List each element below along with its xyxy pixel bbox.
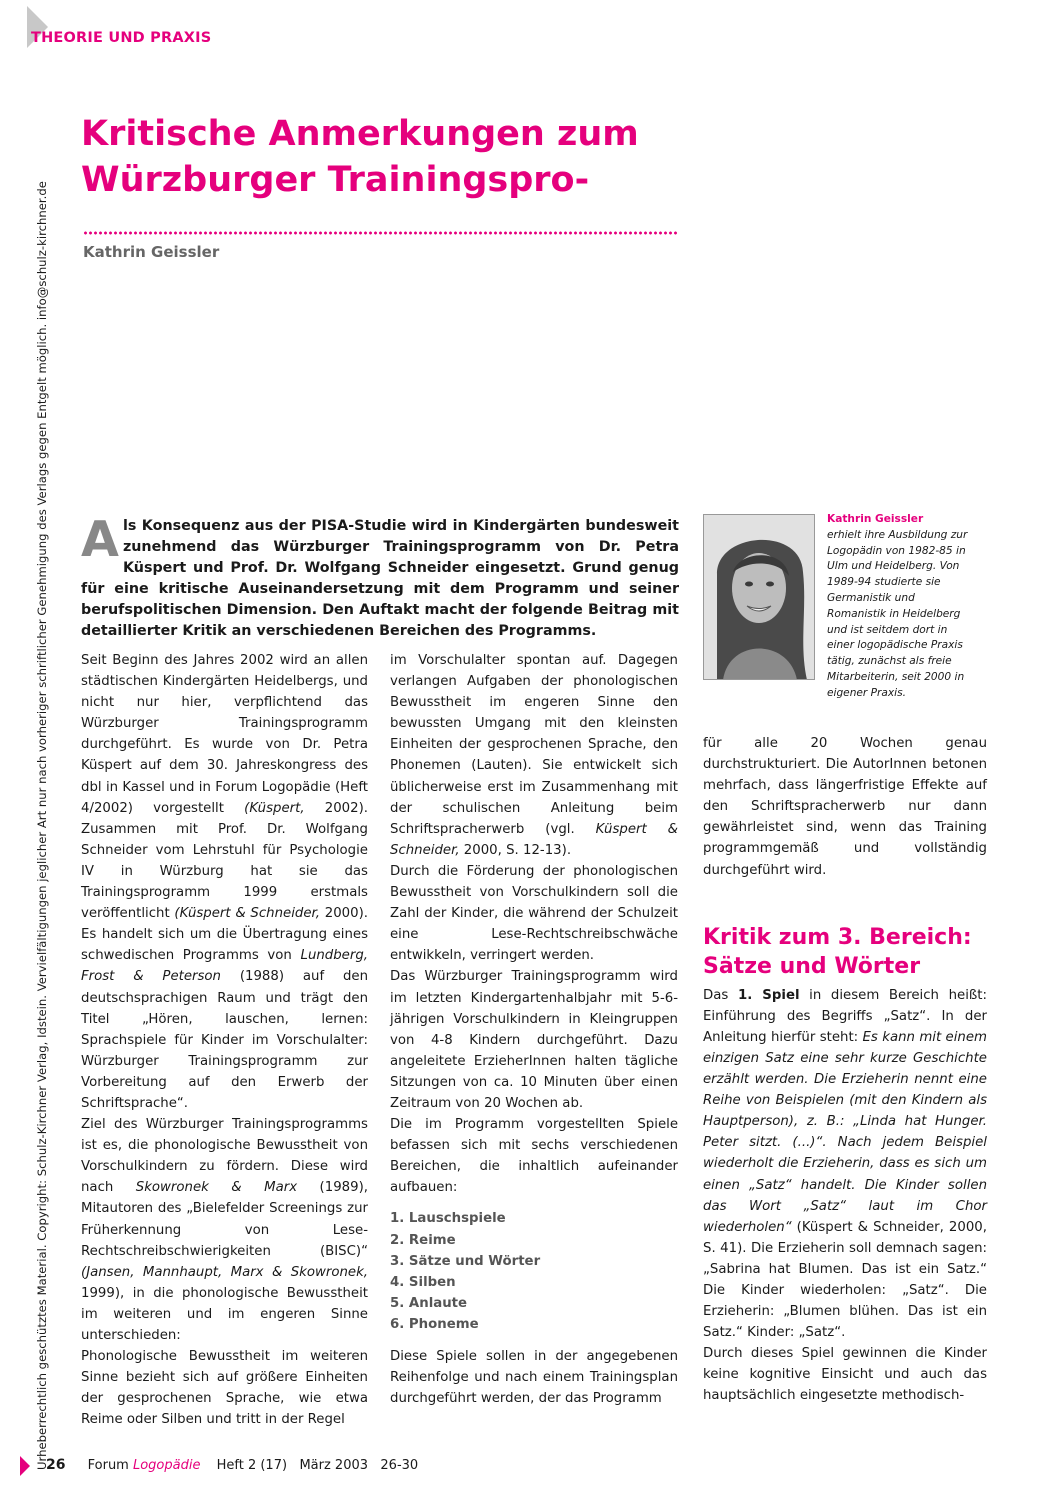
text-run: Ziel des Würzburger Trainingsprogramms ist es, die phonologische Bewusstheit von Vorschulkindern zu fördern. Diese wird nach xyxy=(81,1117,368,1196)
footer-marker xyxy=(20,1456,30,1476)
citation: Küspert & Schneider, xyxy=(390,821,678,858)
author-photo xyxy=(703,514,815,680)
text-run: Das xyxy=(703,987,738,1003)
text-run: im Vorschulalter spontan auf. Dagegen verlangen Aufgaben der phonologischen Bewusstheit im engeren Sinne den bewussten Umgang mit den kleinsten Einheiten der gesprochenen Sprache, den Phonemen (Lauten). Sie entwickelt sich üblicherweise erst im Zusammenhang mit der schulischen Anleitung beim Schriftspracherwerb (vgl. xyxy=(390,653,678,837)
title-line-1: Kritische Anmerkungen zum xyxy=(81,114,639,154)
citation: (Küspert & Schneider, xyxy=(174,906,321,922)
column-3 xyxy=(703,733,987,1407)
column-2 xyxy=(390,650,678,1409)
quotation: Es kann mit einem einzigen Satz eine sehr kurze Geschichte erzählt werden. Die Erzieherin nennt eine Reihe von Beispielen (mit den Kindern als Hauptperson), z. B.: „Linda hat Hunger. Peter sitzt. (...)“. Nach jedem Beispiel wiederholt die Erzieherin, dass es sich um einen „Satz“ handelt. Die Kinder sollen das Wort „Satz“ laut im Chor wiederholen“ xyxy=(703,1029,987,1235)
text-run: 2000, S. 12-13). xyxy=(459,842,572,858)
col2-paragraph-4: Die im Programm vorgestellten Spiele befassen sich mit sechs verschiedenen Bereichen, die inhaltlich aufeinander aufbauen: xyxy=(390,1117,678,1196)
col2-paragraph-2: Durch die Förderung der phonologischen Bewusstheit von Vorschulkindern soll die Zahl der Kinder, die während der Schulzeit eine Lese-Rechtschreibschwäche entwikkeln, verringert werden. xyxy=(390,863,678,964)
section-heading xyxy=(703,923,987,981)
dotted-divider xyxy=(83,231,679,235)
heading-line-1: Kritik zum 3. Bereich: xyxy=(703,924,972,950)
col2-paragraph-3: Das Würzburger Trainingsprogramm wird im letzten Kindergartenhalbjahr mit 5-6-jährigen Vorschulkindern in Kleingruppen von 4-8 Kindern durchgeführt. Dazu angeleitete ErzieherInnen halten tägliche Sitzungen von ca. 10 Minuten über einen Zeitraum von 20 Wochen ab. xyxy=(390,969,678,1111)
author-name: Kathrin Geissler xyxy=(83,243,220,261)
column-1 xyxy=(81,650,368,1430)
text-run: 2000). Es handelt sich um die Übertragung eines schwedischen Programms von xyxy=(81,906,368,964)
text-run: Seit Beginn des Jahres 2002 wird an allen städtischen Kindergärten Heidelbergs, und nicht nur hier, verpflichtend das Würzburger Trainingsprogramm durchgeführt. Es wurde von Dr. Petra Küspert auf dem 30. Jahreskongress des dbl in Kassel und in Forum Logopädie (Heft 4/2002) vorgestellt xyxy=(81,653,368,816)
page-number: 26 xyxy=(46,1457,66,1473)
lead-text: ls Konsequenz aus der PISA-Studie wird in Kindergärten bundesweit zunehmend das Würzburger Trainingsprogramm von Dr. Petra Küspert und Prof. Dr. Wolfgang Schneider eingesetzt. Grund genug für eine kritische Auseinandersetzung mit dem Programm und seiner berufspolitischen Dimension. Den Auftakt macht der folgende Beitrag mit detaillierter Kritik an verschiedenen Bereichen des Programms. xyxy=(81,518,679,639)
program-areas-list xyxy=(390,1208,678,1335)
bio-name: Kathrin Geissler xyxy=(827,513,924,525)
text-run: 1999), in die phonologische Bewusstheit im weiteren und im engeren Sinne unterschieden: xyxy=(81,1285,368,1343)
list-item: 4. Silben xyxy=(390,1275,456,1291)
title-line-2: Würzburger Trainingspro- xyxy=(81,160,590,200)
col2-paragraph-1 xyxy=(390,650,678,861)
author-bio xyxy=(827,512,975,702)
citation: Lundberg, Frost & Peterson xyxy=(81,948,368,985)
page-footer xyxy=(46,1457,418,1473)
citation: Skowronek & Marx xyxy=(135,1180,298,1196)
citation: (Küspert, xyxy=(244,800,305,816)
bio-text: erhielt ihre Ausbildung zur Logopädin von 1982-85 in Ulm und Heidelberg. Von 1989-94 studierte sie Germanistik und Romanistik in Heidelberg und ist seitdem dort in einer logopädische Praxis tätig, zunächst als freie Mitarbeiterin, seit 2000 in eigener Praxis. xyxy=(827,528,968,699)
list-item: 1. Lauschspiele xyxy=(390,1211,506,1227)
side-copyright-notice: Urheberrechtlich geschütztes Material. Copyright: Schulz-Kirchner Verlag, Idstein. Vervielfältigungen jeglicher Art nur nach vorheriger schriftlicher Genehmigung des Verlags gegen Entgelt möglich. info@schulz-kirchner.de xyxy=(35,181,49,1470)
col3-paragraph-2 xyxy=(703,985,987,1344)
bold-term: 1. Spiel xyxy=(737,987,800,1003)
journal-name: Forum xyxy=(87,1458,133,1473)
text-run: (1989), Mitautoren des „Bielefelder Screenings zur Früherkennung von Lese-Rechtschreibschwierigkeiten (BISC)“ xyxy=(81,1180,368,1259)
issue-info: Heft 2 (17) März 2003 26-30 xyxy=(216,1458,419,1473)
col1-paragraph-1 xyxy=(81,650,368,1114)
article-title xyxy=(81,111,721,203)
col2-paragraph-5: Diese Spiele sollen in der angegebenen Reihenfolge und nach einem Trainingsplan durchgeführt werden, der das Programm xyxy=(390,1348,678,1406)
citation: (Jansen, Mannhaupt, Marx & Skowronek, xyxy=(81,1264,368,1280)
list-item: 2. Reime xyxy=(390,1232,456,1248)
list-item: 3. Sätze und Wörter xyxy=(390,1253,541,1269)
text-run: (1988) auf den deutschsprachigen Raum und trägt den Titel „Hören, lauschen, lernen: Sprachspiele für Kinder im Vorschulalter: Würzburger Trainingsprogramm zur Vorbereitung auf den Erwerb der Schriftsprache“. xyxy=(81,969,369,1111)
text-run: in diesem Bereich heißt: Einführung des Begriffs „Satz“. In der Anleitung hierfür steht: xyxy=(703,987,987,1045)
col1-paragraph-2 xyxy=(81,1114,368,1346)
drop-cap: A xyxy=(81,511,119,568)
col3-paragraph-1: für alle 20 Wochen genau durchstrukturiert. Die AutorInnen betonen mehrfach, dass längerfristige Effekte auf den Schriftspracherwerb nur dann gewährleistet sind, wenn das Training programmgemäß und vollständig durchgeführt wird. xyxy=(703,736,987,878)
journal-name-accent: Logopädie xyxy=(132,1458,201,1473)
text-run: 2002). Zusammen mit Prof. Dr. Wolfgang Schneider vom Lehrstuhl für Psychologie IV in Würzburg hat sie das Trainingsprogramm 1999 erstmals veröffentlicht xyxy=(81,800,369,922)
col1-paragraph-3: Phonologische Bewusstheit im weiteren Sinne bezieht sich auf größere Einheiten der gesprochenen Sprache, wie etwa Reime oder Silben und tritt in der Regel xyxy=(81,1349,368,1428)
heading-line-2: Sätze und Wörter xyxy=(703,953,921,979)
section-label: THEORIE UND PRAXIS xyxy=(31,30,212,46)
lead-paragraph xyxy=(81,511,679,642)
list-item: 5. Anlaute xyxy=(390,1296,468,1312)
list-item: 6. Phoneme xyxy=(390,1317,479,1333)
col3-paragraph-3: Durch dieses Spiel gewinnen die Kinder keine kognitive Einsicht und auch das hauptsächlich eingesetzte methodisch- xyxy=(703,1346,987,1404)
text-run: (Küspert & Schneider, 2000, S. 41). Die Erzieherin soll demnach sagen: „Sabrina hat Blumen. Das ist ein Satz.“ Die Kinder wiederholen: „Satz“. Die Erzieherin: „Blumen blühen. Das ist ein Satz.“ Kinder: „Satz“. xyxy=(703,1219,987,1341)
